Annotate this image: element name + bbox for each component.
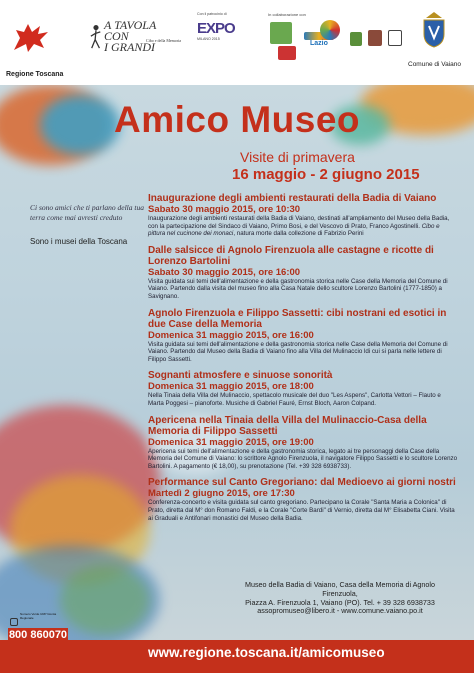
partner-logos — [268, 12, 408, 70]
venue-line: Piazza A. Firenzuola 1, Vaiano (PO). Tel. + 39 328 6938733 — [245, 597, 435, 607]
event-date: Sabato 30 maggio 2015, ore 16:00 — [148, 266, 301, 278]
subtitle-season — [0, 149, 474, 165]
event-description: Conferenza-concerto e visita guidata sul canto gregoriano. Partecipano la Corale "Santa Maria a Colonica" di Prato, diretta dal M° don Romano Faldi, e la Corale "Corte Bardi" di Vernio, diretta dal M° Elisabetta Ciani. Visita ai Graduali e Antifonari monastici del Museo della Badia. — [148, 499, 455, 522]
phone-label: Numero Verde URP Giunta Regionale — [20, 612, 57, 620]
event-title: Dalle salsicce di Agnolo Firenzuola alle castagne e ricotte di Lorenzo Bartolini — [148, 244, 434, 267]
coat-of-arms-icon — [420, 10, 448, 48]
partner-logo-red-icon — [278, 46, 296, 60]
event-description: Visita guidata sui temi dell'alimentazione e della gastronomia storica nelle Case della Memoria del Comune di Vaiano. Partendo dalla visita del museo fino alla Casa Natale dello scultore Lorenzo Bartolini (1777-1850) a Savignano. — [148, 277, 448, 300]
event-desc-tail: , natura morte dalla collezione di Fabrizio Perini — [233, 230, 364, 238]
tavola-line-2: CON — [104, 29, 129, 43]
event-item — [148, 245, 458, 301]
partner-logo-square-icon — [350, 32, 362, 46]
subtitle-dates: 16 maggio - 2 giugno 2015 — [232, 166, 420, 183]
expo-word: EXPO — [197, 20, 235, 37]
event-item — [148, 477, 458, 522]
event-item — [148, 370, 458, 407]
event-title: Sognanti atmosfere e sinuose sonorità — [148, 370, 333, 382]
event-title: Apericena nella Tinaia della Villa del Mulinaccio-Casa della Memoria di Filippo Sassetti — [148, 414, 427, 437]
expo-date: MILANO 2015 — [197, 37, 220, 41]
collab-label: In collaborazione con — [268, 12, 306, 17]
event-desc-italic: Cibo e pittura nel cucinone dei monaci — [148, 222, 440, 238]
tavola-line-1: A TAVOLA — [104, 18, 157, 32]
expo-sponsor-label: Con il patrocinio di — [197, 12, 227, 16]
event-date: Domenica 31 maggio 2015, ore 18:00 — [148, 381, 314, 393]
event-item — [148, 193, 458, 238]
lazio-label: Lazio — [310, 40, 328, 47]
venue-line: Museo della Badia di Vaiano, Casa della Memoria di Agnolo Firenzuola, — [244, 580, 436, 598]
event-item — [148, 308, 458, 364]
partner-logo-green-icon — [270, 22, 292, 44]
event-date: Sabato 30 maggio 2015, ore 10:30 — [148, 204, 301, 215]
page-title: Amico Museo — [113, 99, 361, 140]
tavola-caption: Cibo e della Memoria — [146, 38, 181, 43]
event-date: Martedì 2 giugno 2015, ore 17:30 — [148, 488, 295, 500]
paint-splash — [60, 565, 150, 635]
pegasus-logo-icon — [10, 18, 52, 58]
partner-logo-colorful-icon — [320, 20, 340, 40]
quote-text: Ci sono amici che ti parlano della tua terra come mai avresti creduto — [30, 203, 144, 222]
event-description: Nella Tinaia della Villa del Mulinaccio, spettacolo musicale del duo "Les Aspens", Carlotta Vettori – Flauto e Marta Poggesi – pianoforte. Musiche di Gabriel Fauré, Ernst Bloch, Aaron Colpand. — [148, 392, 441, 407]
footer-url-link[interactable]: www.regione.toscana.it/amicomuseo — [148, 645, 385, 660]
event-description: Apericena sui temi dell'alimentazione e della gastronomia storica, legato ai tre personaggi della Case della Memoria del Comune di Vaiano: lo scrittore Agnolo Firenzuola, il navigatore Filippo Sassetti e lo scultore Lorenzo Bartolini. A pagamento (€ 18,00), su prenotazione (Tel. +39 328 6938733). — [148, 447, 458, 470]
phone-number[interactable]: 800 860070 — [8, 629, 68, 641]
partner-logo-book-icon — [388, 30, 402, 46]
expo-logo — [197, 12, 255, 70]
partner-logo-shield-icon — [368, 30, 382, 46]
event-item — [148, 415, 458, 471]
tavola-line-3: I GRANDI — [104, 40, 155, 54]
event-description — [148, 215, 458, 238]
subtitle-season-text: Visite di primavera — [240, 149, 355, 165]
event-title: Inaugurazione degli ambienti restaurati della Badia di Vaiano — [148, 193, 437, 204]
musei-label: Sono i musei della Toscana — [30, 237, 128, 246]
venue-contact-link[interactable]: assopromuseo@libero.it - www.comune.vaiano.po.it — [257, 606, 423, 616]
event-date: Domenica 31 maggio 2015, ore 16:00 — [148, 329, 314, 341]
venue-info — [230, 581, 450, 616]
event-title: Performance sul Canto Gregoriano: dal Medioevo ai giorni nostri — [148, 477, 456, 489]
runner-figure-icon — [90, 22, 102, 52]
event-title: Agnolo Firenzuola e Filippo Sassetti: cibi nostrani ed esotici in due Case della Memoria — [148, 307, 447, 330]
region-label: Regione Toscana — [6, 71, 64, 78]
event-description: Visita guidata sui temi dell'alimentazione e della gastronomia storica nelle Case della Memoria del Comune di Vaiano. Partendo dal Museo della Badia di Vaiano fino alla Villa del Mulinaccio ldi cui si parla nelle lettere di Filippo Sassetti. — [148, 340, 448, 363]
a-tavola-logo — [90, 20, 190, 60]
comune-label: Comune di Vaiano — [408, 61, 461, 68]
event-date: Domenica 31 maggio 2015, ore 19:00 — [148, 436, 314, 448]
events-list — [148, 193, 458, 529]
logo-strip — [0, 0, 474, 85]
event-desc-text: Inaugurazione degli ambienti restaurati della Badia di Vaiano, destinati all'ampliamento del Museo della Badia, con la partecipazione del Sindaco di Vaiano, Primo Bosi, e del Vescovo di Prato, Franco Agostinelli. — [148, 215, 450, 230]
